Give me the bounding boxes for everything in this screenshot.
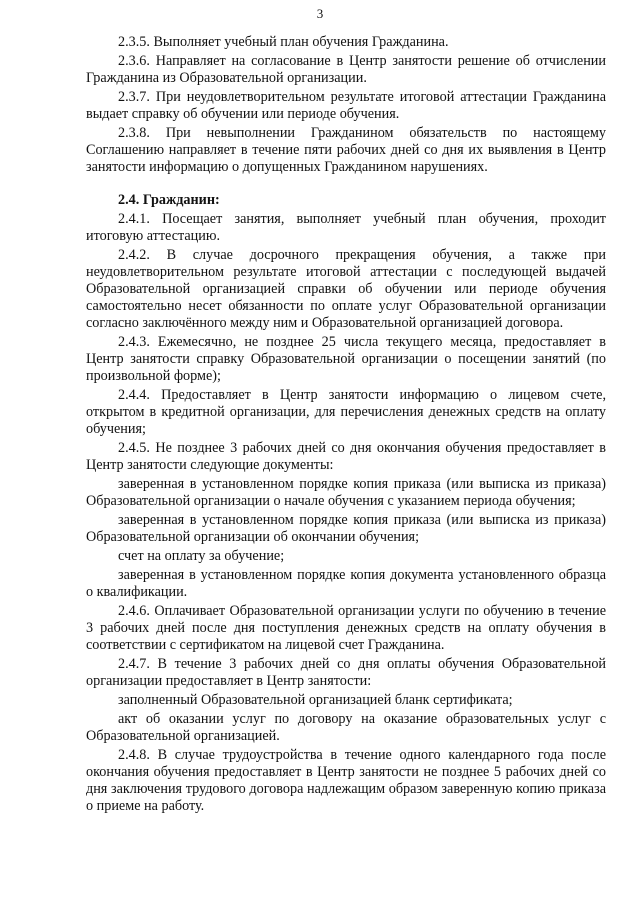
document-item-qualification: заверенная в установленном порядке копия документа установленного образца о квалификации. [86,567,606,600]
page-number: 3 [316,6,324,21]
section-heading-2-4: 2.4. Гражданин: [118,192,220,208]
document-item-certificate: заполненный Образовательной организацией бланк сертификата; [118,692,513,708]
paragraph-2-3-6: 2.3.6. Направляет на согласование в Центр занятости решение об отчислении Гражданина из Образовательной организации. [86,53,606,86]
document-item-invoice: счет на оплату за обучение; [118,548,285,564]
paragraph-2-4-5: 2.4.5. Не позднее 3 рабочих дней со дня окончания обучения предоставляет в Центр занятости следующие документы: [86,440,606,473]
paragraph-2-3-7: 2.3.7. При неудовлетворительном результате итоговой аттестации Гражданина выдает справку об обучении или периоде обучения. [86,89,606,122]
paragraph-2-4-8: 2.4.8. В случае трудоустройства в течение одного календарного года после окончания обучения предоставляет в Центр занятости не позднее 5 рабочих дней со дня заключения трудового договора надлежащим образом заверенную копию приказа о приеме на работу. [86,747,606,814]
document-item-start-order: заверенная в установленном порядке копия приказа (или выписка из приказа) Образовательной организации о начале обучения с указанием периода обучения; [86,476,606,509]
document-item-end-order: заверенная в установленном порядке копия приказа (или выписка из приказа) Образовательной организации об окончании обучения; [86,512,606,545]
paragraph-2-4-7: 2.4.7. В течение 3 рабочих дней со дня оплаты обучения Образовательной организации предоставляет в Центр занятости: [86,656,606,689]
document-item-act: акт об оказании услуг по договору на оказание образовательных услуг с Образовательной организацией. [86,711,606,744]
paragraph-2-4-1: 2.4.1. Посещает занятия, выполняет учебный план обучения, проходит итоговую аттестацию. [86,211,606,244]
paragraph-2-4-3: 2.4.3. Ежемесячно, не позднее 25 числа текущего месяца, предоставляет в Центр занятости справку Образовательной организации о посещении занятий (по произвольной форме); [86,334,606,384]
paragraph-2-4-2: 2.4.2. В случае досрочного прекращения обучения, а также при неудовлетворительном результате итоговой аттестации с последующей выдачей Образовательной организацией справки об обучении или периоде обучения самостоятельно несет обязанности по оплате услуг Образовательной организации согласно заключённого между ним и Образовательной организацией договора. [86,247,606,331]
document-body [86,34,606,817]
paragraph-2-3-5: 2.3.5. Выполняет учебный план обучения Гражданина. [118,34,449,50]
paragraph-2-4-4: 2.4.4. Предоставляет в Центр занятости информацию о лицевом счете, открытом в кредитной организации, для перечисления денежных средств на оплату обучения; [86,387,606,437]
paragraph-2-4-6: 2.4.6. Оплачивает Образовательной организации услуги по обучению в течение 3 рабочих дней после дня поступления денежных средств на оплату обучения в соответствии с сертификатом на лицевой счет Гражданина. [86,603,606,653]
paragraph-2-3-8: 2.3.8. При невыполнении Гражданином обязательств по настоящему Соглашению направляет в течение пяти рабочих дней со дня их выявления в Центр занятости информацию о допущенных Гражданином нарушениях. [86,125,606,175]
